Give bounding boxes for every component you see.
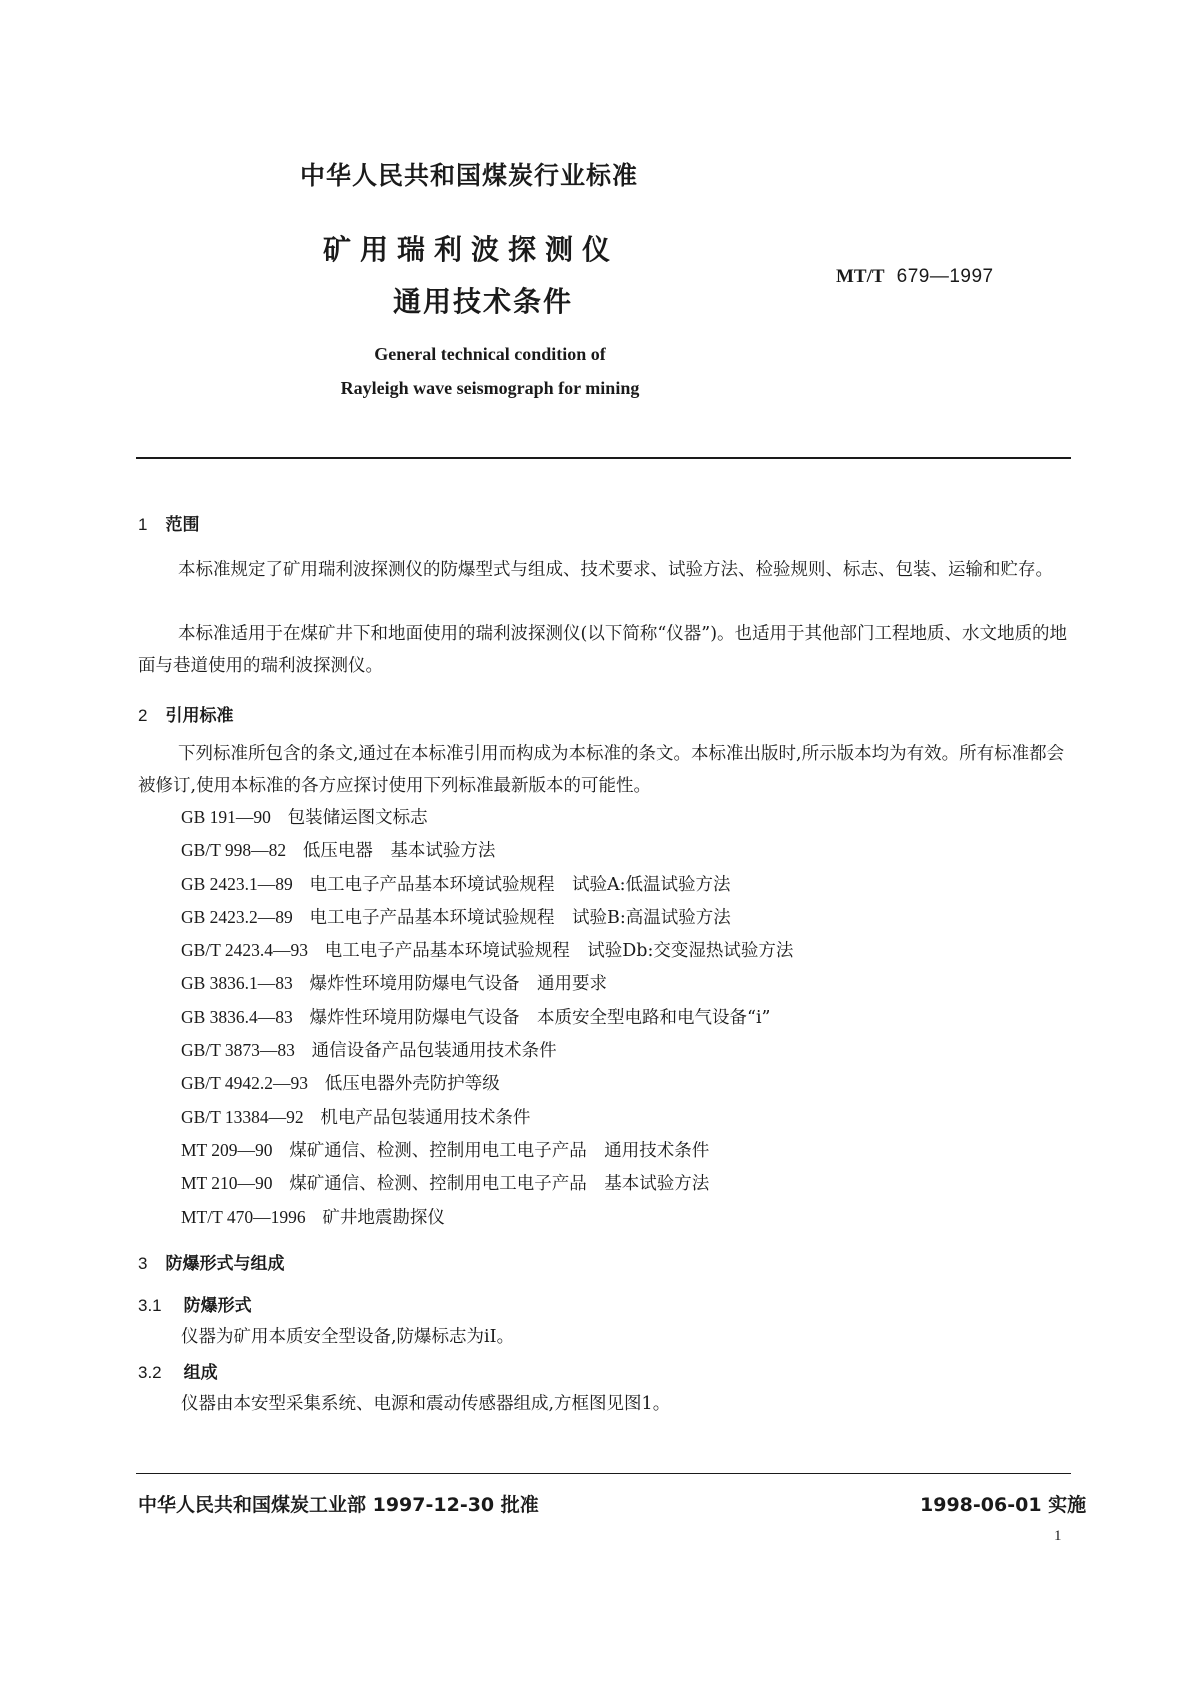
reference-title: 爆炸性环境用防爆电气设备 通用要求 — [309, 974, 608, 995]
section-1-title: 范围 — [165, 515, 200, 535]
section-1-paragraph-1: 本标准规定了矿用瑞利波探测仪的防爆型式与组成、技术要求、试验方法、检验规则、标志、包装、运输和贮存。 — [178, 560, 1053, 580]
reference-code: GB 3836.4—83 — [181, 1006, 293, 1027]
reference-title: 煤矿通信、检测、控制用电工电子产品 通用技术条件 — [289, 1140, 710, 1161]
section-1-paragraph-2: 本标准适用于在煤矿井下和地面使用的瑞利波探测仪(以下简称“仪器”)。也适用于其他部门工程地质、水文地质的地面与巷道使用的瑞利波探测仪。 — [138, 624, 1068, 676]
reference-item — [181, 901, 793, 934]
reference-code: GB/T 3873—83 — [181, 1040, 295, 1061]
approval-statement: 中华人民共和国煤炭工业部 1997-12-30 批准 — [138, 1494, 539, 1516]
reference-code: GB 191—90 — [181, 807, 271, 827]
section-3-title: 防爆形式与组成 — [165, 1254, 285, 1274]
header-divider — [136, 457, 1071, 459]
section-3-heading — [138, 1249, 284, 1274]
reference-code: GB/T 998—82 — [181, 840, 287, 861]
section-2-paragraph: 下列标准所包含的条文,通过在本标准引用而构成为本标准的条文。本标准出版时,所示版本均为有效。所有标准都会被修订,使用本标准的各方应探讨使用下列标准最新版本的可能性。 — [138, 744, 1065, 796]
reference-title: 爆炸性环境用防爆电气设备 本质安全型电路和电气设备“i” — [309, 1007, 771, 1028]
section-2-number: 2 — [138, 706, 148, 725]
reference-title: 机电产品包装通用技术条件 — [320, 1107, 531, 1128]
section-3-1-title: 防爆形式 — [183, 1296, 252, 1316]
reference-code: GB/T 4942.2—93 — [181, 1073, 309, 1094]
reference-item — [181, 834, 793, 867]
footer-divider — [136, 1473, 1071, 1474]
section-3-2-heading — [138, 1358, 218, 1383]
reference-item — [181, 1134, 793, 1167]
section-3-1-text: 仪器为矿用本质安全型设备,防爆标志为iI。 — [181, 1327, 515, 1347]
reference-code: GB/T 13384—92 — [181, 1106, 304, 1127]
reference-code: MT 209—90 — [181, 1139, 273, 1160]
reference-title: 低压电器 基本试验方法 — [302, 841, 496, 862]
reference-title: 煤矿通信、检测、控制用电工电子产品 基本试验方法 — [289, 1174, 710, 1195]
standard-code-number: 679—1997 — [896, 266, 994, 287]
reference-code: MT/T 470—1996 — [181, 1206, 306, 1227]
reference-item — [181, 801, 793, 834]
reference-title: 矿井地震勘探仪 — [322, 1207, 445, 1228]
reference-title: 电工电子产品基本环境试验规程 试验Db:交变湿热试验方法 — [324, 941, 794, 962]
reference-code: GB/T 2423.4—93 — [181, 940, 309, 961]
reference-title: 通信设备产品包装通用技术条件 — [311, 1041, 557, 1062]
reference-title: 低压电器外壳防护等级 — [324, 1074, 500, 1095]
english-title-line1: General technical condition of — [374, 344, 606, 364]
issuing-body-title: 中华人民共和国煤炭行业标准 — [300, 161, 639, 190]
standard-code-prefix: MT/T — [836, 266, 885, 287]
section-3-number: 3 — [138, 1254, 148, 1273]
referenced-standards-list — [181, 801, 793, 1234]
section-3-2-text: 仪器由本安型采集系统、电源和震动传感器组成,方框图见图1。 — [181, 1394, 671, 1414]
reference-code: GB 2423.1—89 — [181, 873, 293, 894]
section-3-2-title: 组成 — [183, 1363, 218, 1383]
reference-code: GB 2423.2—89 — [181, 906, 293, 927]
reference-item — [181, 1067, 793, 1100]
section-3-1-number: 3.1 — [138, 1296, 162, 1315]
section-1-heading — [138, 510, 199, 535]
section-3-1-heading — [138, 1291, 252, 1316]
reference-item — [181, 1001, 793, 1034]
reference-item — [181, 868, 793, 901]
standard-title-line1: 矿用瑞利波探测仪 — [323, 233, 620, 266]
section-1-number: 1 — [138, 515, 148, 534]
standard-code — [836, 265, 994, 288]
english-title-line2: Rayleigh wave seismograph for mining — [340, 378, 640, 398]
page-number: 1 — [1054, 1528, 1062, 1544]
standard-title-line2: 通用技术条件 — [393, 285, 574, 318]
reference-code: MT 210—90 — [181, 1173, 273, 1194]
reference-item — [181, 1167, 793, 1200]
section-3-2-number: 3.2 — [138, 1363, 162, 1382]
reference-item — [181, 1101, 793, 1134]
reference-item — [181, 1034, 793, 1067]
reference-title: 包装储运图文标志 — [287, 808, 428, 828]
reference-code: GB 3836.1—83 — [181, 973, 293, 994]
section-2-title: 引用标准 — [165, 706, 234, 726]
reference-title: 电工电子产品基本环境试验规程 试验B:高温试验方法 — [309, 907, 731, 928]
effective-date: 1998-06-01 实施 — [920, 1494, 1087, 1516]
section-2-heading — [138, 701, 233, 726]
reference-item — [181, 934, 793, 967]
reference-item — [181, 967, 793, 1000]
reference-item — [181, 1201, 793, 1234]
reference-title: 电工电子产品基本环境试验规程 试验A:低温试验方法 — [309, 874, 731, 895]
